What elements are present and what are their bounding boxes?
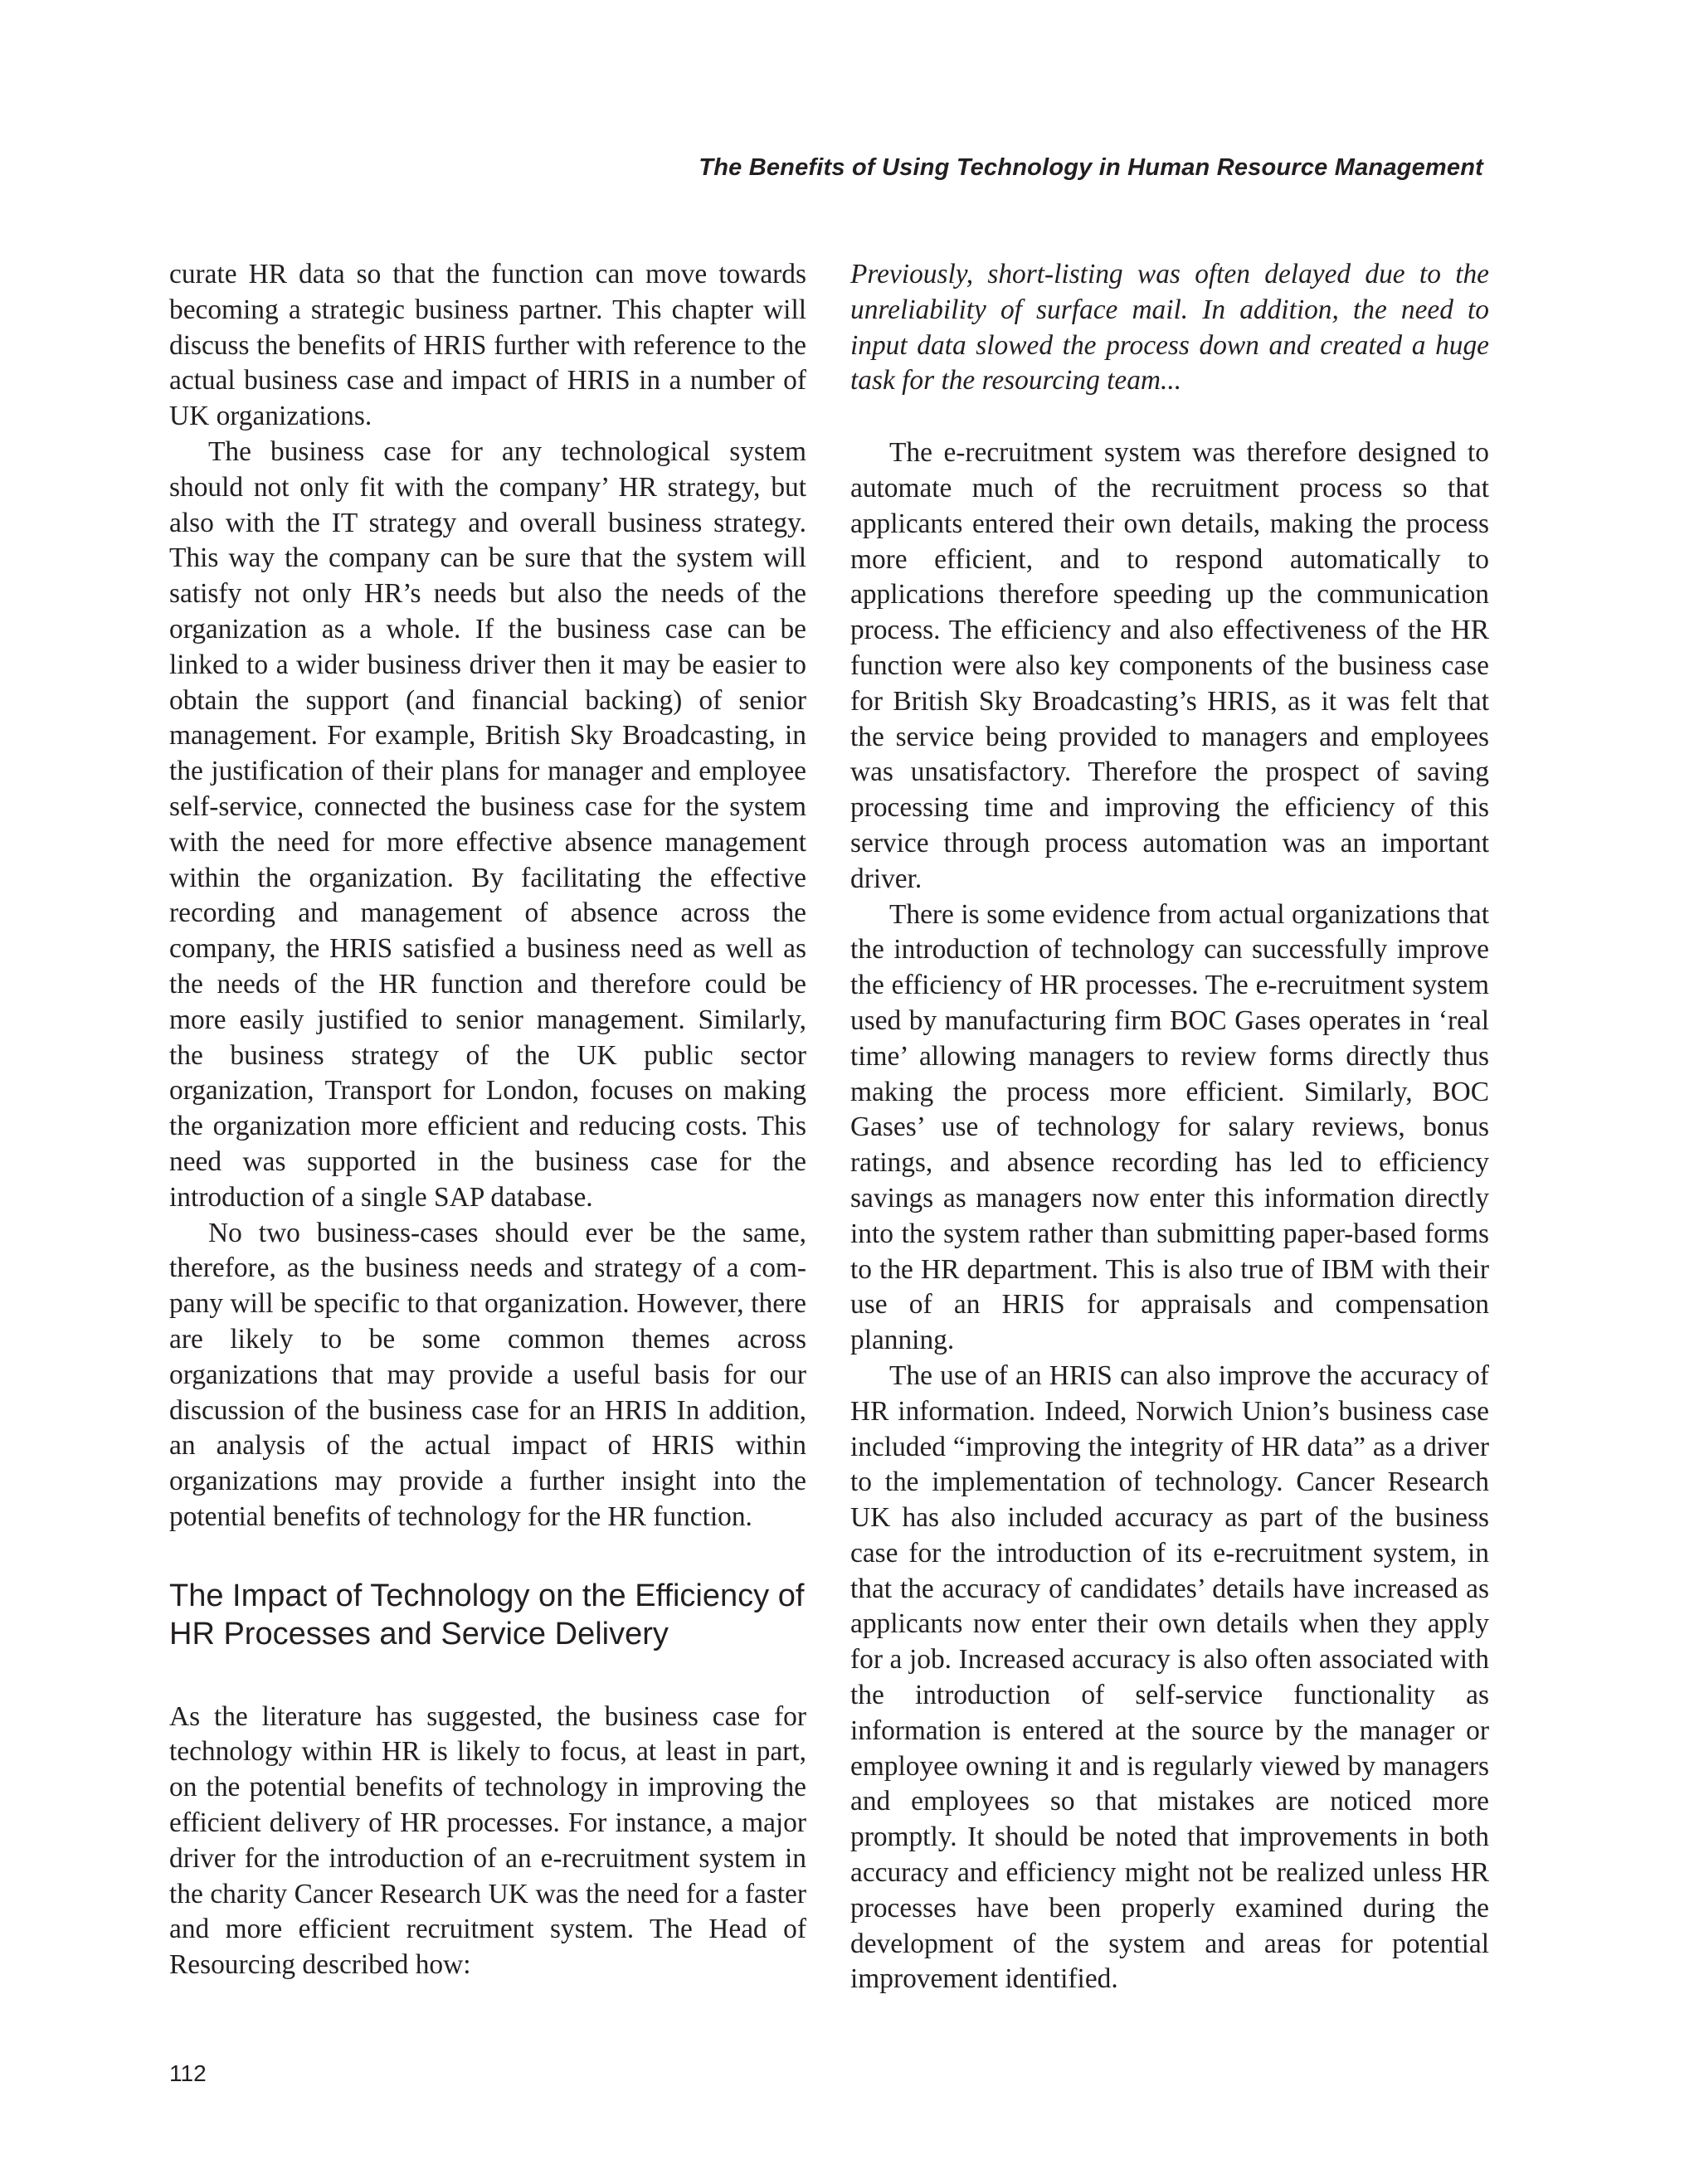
right-column xyxy=(850,257,1489,1997)
section-heading: The Impact of Technology on the Efficiency of HR Processes and Service Delivery xyxy=(169,1578,805,1651)
paragraph: The e-recruitment system was therefore designed to automate much of the recruitment process so that applicants entered their own details, making the process more efficient, and to respond automatically to applications therefore speeding up the communication process. The efficiency and also effectiveness of the HR function were also key components of the business case for British Sky Broadcasting’s HRIS, as it was felt that the service being provided to managers and employees was unsatisfactory. Therefore the prospect of saving processing time and improving the efficiency of this service through process automation was an important driver. xyxy=(850,437,1489,894)
block-quote: Previously, short-listing was often delayed due to the unreliability of surface mail. In addition, the need to input data slowed the process down and created a huge task for the resourcing team... xyxy=(850,259,1489,396)
paragraph: There is some evidence from actual organizations that the introduction of technology can successfully improve the efficiency of HR processes. The e-recruitment system used by manufacturing firm BOC Gases operates in ‘real time’ allowing managers to review forms directly thus making the process more efficient. Similarly, BOC Gases’ use of technology for salary reviews, bonus ratings, and absence recording has led to efficiency savings as managers now enter this information directly into the system rather than submitting paper-based forms to the HR department. This is also true of IBM with their use of an HRIS for appraisals and compensation planning. xyxy=(850,898,1489,1356)
running-header: The Benefits of Using Technology in Human Resource Management xyxy=(699,154,1483,181)
paragraph: curate HR data so that the function can move towards becoming a strategic business partner. This chapter will discuss the benefits of HRIS further with reference to the actual business case and impact of HRIS in a number of UK organizations. xyxy=(169,259,806,432)
paragraph: No two business-cases should ever be the same, therefore, as the business needs and strategy of a company will be specific to that organization. However, there are likely to be some common themes across organizations that may provide a useful basis for our discussion of the business case for an HRIS In addition, an analysis of the actual impact of HRIS within organizations may provide a further insight into the potential benefits of technology for the HR function. xyxy=(169,1217,806,1532)
paragraph: The use of an HRIS can also improve the accuracy of HR information. Indeed, Norwich Union’s business case included “improving the integrity of HR data” as a driver to the implementation of technology. Cancer Research UK has also included accuracy as part of the business case for the introduction of its e-recruitment system, in that the accuracy of candidates’ details have increased as applicants now enter their own details when they apply for a job. Increased accuracy is also often associated with the introduction of self-service functionality as information is entered at the source by the manager or employee owning it and is regularly viewed by managers and employees so that mistakes are noticed more promptly. It should be noted that improvements in both accuracy and efficiency might not be realized unless HR processes have been properly examined during the development of the system and areas for potential improvement identified. xyxy=(850,1360,1489,1995)
left-column xyxy=(169,257,806,1983)
paragraph: As the literature has suggested, the business case for technology within HR is likely to focus, at least in part, on the potential benefits of technology in improving the efficient delivery of HR processes. For instance, a major driver for the introduction of an e-recruitment system in the charity Cancer Research UK was the need for a faster and more efficient recruitment system. The Head of Resourcing described how: xyxy=(169,1700,806,1981)
paragraph: The business case for any technological system should not only fit with the company’ HR strategy, but also with the IT strategy and overall business strategy. This way the company can be sure that the system will satisfy not only HR’s needs but also the needs of the organization as a whole. If the business case can be linked to a wider business driver then it may be easier to obtain the support (and financial backing) of senior management. For example, British Sky Broadcasting, in the justification of their plans for manager and employee self-service, connected the business case for the system with the need for more effective absence management within the organization. By facilitating the effective recording and management of absence across the company, the HRIS satisfied a business need as well as the needs of the HR function and therefore could be more easily justified to senior management. Similarly, the business strategy of the UK public sector organization, Transport for London, focuses on making the organization more efficient and reducing costs. This need was supported in the business case for the introduction of a single SAP database. xyxy=(169,435,806,1213)
page-number: 112 xyxy=(169,2060,207,2086)
